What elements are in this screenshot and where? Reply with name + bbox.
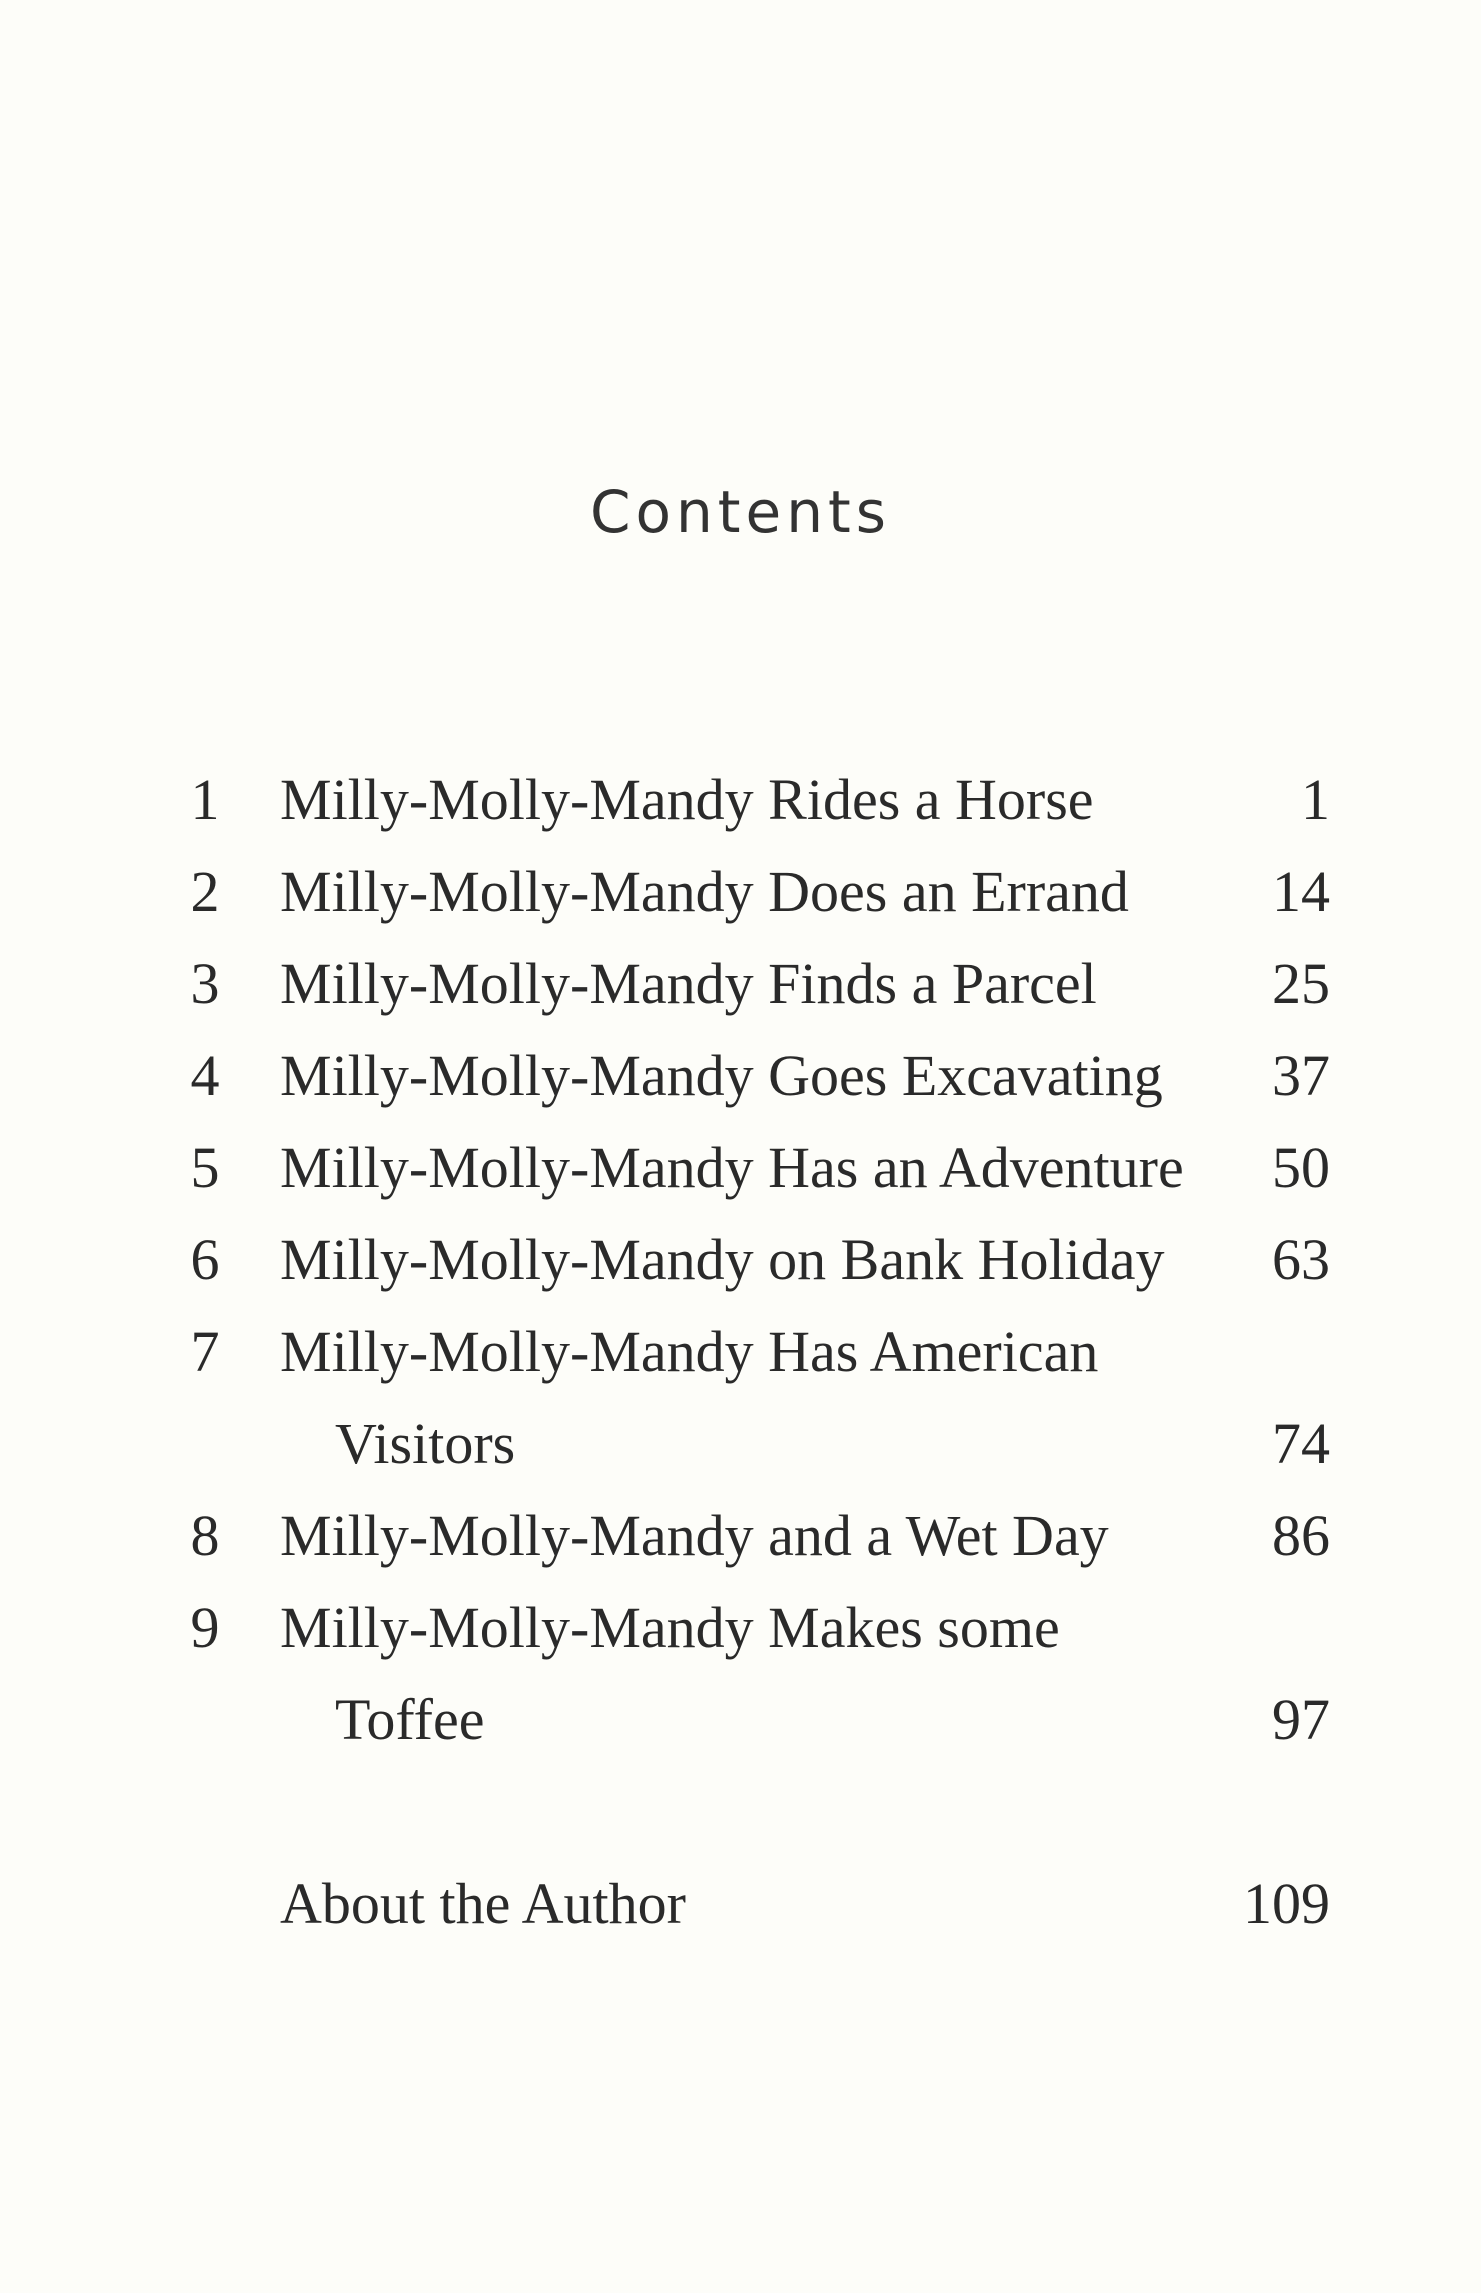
entry-title: Milly-Molly-Mandy and a Wet Day xyxy=(280,1503,1109,1568)
toc-entry-continuation[interactable] xyxy=(180,1398,1330,1490)
toc-entry[interactable] xyxy=(180,938,1330,1030)
entry-title-continued: Toffee xyxy=(335,1687,485,1752)
entry-number: 6 xyxy=(190,1227,220,1292)
entry-number: 1 xyxy=(190,767,220,832)
toc-entry[interactable] xyxy=(180,846,1330,938)
entry-title: Milly-Molly-Mandy on Bank Holiday xyxy=(280,1227,1165,1292)
entry-number: 8 xyxy=(190,1503,220,1568)
entry-title-continued: Visitors xyxy=(335,1411,516,1476)
entry-title: Milly-Molly-Mandy Does an Errand xyxy=(280,859,1129,924)
entry-title: Milly-Molly-Mandy Makes some xyxy=(280,1595,1060,1660)
toc-entry[interactable] xyxy=(180,1030,1330,1122)
entry-page: 74 xyxy=(1272,1411,1330,1476)
entry-page: 86 xyxy=(1272,1503,1330,1568)
entry-page: 97 xyxy=(1272,1687,1330,1752)
entry-page: 1 xyxy=(1301,767,1330,832)
entry-number: 9 xyxy=(190,1595,220,1660)
toc-entry-about-author[interactable] xyxy=(280,1858,1330,1950)
entry-title: About the Author xyxy=(280,1871,686,1936)
entry-title: Milly-Molly-Mandy Finds a Parcel xyxy=(280,951,1097,1016)
entry-page: 37 xyxy=(1272,1043,1330,1108)
toc-entry-continuation[interactable] xyxy=(180,1674,1330,1766)
table-of-contents xyxy=(180,754,1330,1766)
toc-entry[interactable] xyxy=(180,1122,1330,1214)
toc-entry[interactable] xyxy=(180,1490,1330,1582)
entry-page: 63 xyxy=(1272,1227,1330,1292)
entry-number: 2 xyxy=(190,859,220,924)
entry-title: Milly-Molly-Mandy Has American xyxy=(280,1319,1099,1384)
toc-entry[interactable] xyxy=(180,1214,1330,1306)
entry-number: 5 xyxy=(190,1135,220,1200)
entry-number: 3 xyxy=(190,951,220,1016)
entry-title: Milly-Molly-Mandy Has an Adventure xyxy=(280,1135,1184,1200)
toc-entry[interactable] xyxy=(180,754,1330,846)
toc-entry[interactable] xyxy=(180,1306,1330,1398)
entry-title: Milly-Molly-Mandy Goes Excavating xyxy=(280,1043,1163,1108)
entry-page: 25 xyxy=(1272,951,1330,1016)
toc-entry[interactable] xyxy=(180,1582,1330,1674)
entry-number: 4 xyxy=(190,1043,220,1108)
entry-page: 14 xyxy=(1272,859,1330,924)
entry-page: 50 xyxy=(1272,1135,1330,1200)
entry-title: Milly-Molly-Mandy Rides a Horse xyxy=(280,767,1094,832)
entry-number: 7 xyxy=(190,1319,220,1384)
entry-page: 109 xyxy=(1243,1871,1330,1936)
page-title: Contents xyxy=(590,478,891,546)
